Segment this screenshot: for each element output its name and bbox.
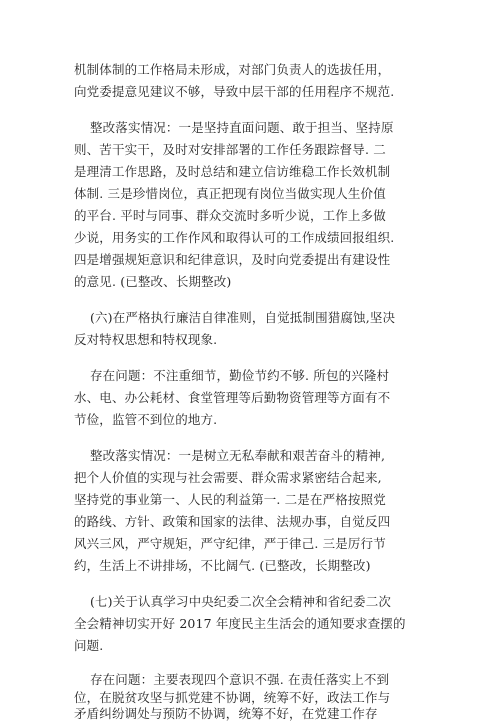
paragraph-7-line-1: 存在问题：主要表现四个意识不强. 在责任落实上不到 xyxy=(90,672,390,687)
paragraph-6-line-3: 问题. xyxy=(74,638,104,653)
paragraph-6-line-2: 全会精神切实开好 2017 年度民主生活会的通知要求查摆的 xyxy=(74,616,406,631)
paragraph-5-line-3: 坚持党的事业第一、人民的利益第一. 二是在严格按照党 xyxy=(74,492,386,507)
paragraph-3-line-1: (六)在严格执行廉洁自律准则，自觉抵制围猎腐蚀,坚决 xyxy=(90,310,396,325)
paragraph-2-line-1: 整改落实情况：一是坚持直面问题、敢于担当、坚持原 xyxy=(90,120,394,135)
paragraph-2-line-3: 是理清工作思路，及时总结和建立信访维稳工作长效机制 xyxy=(74,164,391,179)
paragraph-2-line-7: 四是增强规矩意识和纪律意识，及时向党委提出有建设性 xyxy=(74,252,391,267)
paragraph-3-line-2: 反对特权思想和特权现象. xyxy=(74,332,218,347)
paragraph-2-line-2: 则、苦干实干，及时对安排部署的工作任务跟踪督导. 二 xyxy=(74,142,386,157)
paragraph-4-line-1: 存在问题：不注重细节，勤俭节约不够. 所包的兴隆村 xyxy=(90,368,390,383)
paragraph-5-line-2: 把个人价值的实现与社会需要、群众需求紧密结合起来, xyxy=(74,470,382,485)
paragraph-5-line-6: 约，生活上不讲排场，不比阔气. (已整改，长期整改) xyxy=(74,558,371,573)
paragraph-6-line-1: (七)关于认真学习中央纪委二次全会精神和省纪委二次 xyxy=(90,594,392,609)
paragraph-1-line-1: 机制体制的工作格局未形成，对部门负责人的选拔任用， xyxy=(74,62,391,77)
paragraph-5-line-1: 整改落实情况：一是树立无私奉献和艰苦奋斗的精神, xyxy=(90,448,386,463)
paragraph-5-line-5: 风兴三风，严守规矩，严守纪律，严于律己. 三是厉行节 xyxy=(74,536,386,551)
paragraph-4-line-2: 水、电、办公耗材、食堂管理等后勤物资管理等方面有不 xyxy=(74,390,391,405)
paragraph-1-line-2: 向党委提意见建议不够，导致中层干部的任用程序不规范. xyxy=(74,84,395,99)
paragraph-4-line-3: 节俭，监管不到位的地方. xyxy=(74,412,218,427)
paragraph-2-line-8: 的意见. (已整改、长期整改) xyxy=(74,274,232,289)
paragraph-2-line-4: 体制. 三是珍惜岗位，真正把现有岗位当做实现人生价值 xyxy=(74,186,386,201)
paragraph-7-line-3: 矛盾纠纷调处与预防不协调，统筹不好，在党建工作存 xyxy=(74,706,378,721)
paragraph-2-line-6: 少说，用务实的工作作风和取得认可的工作成绩回报组织. xyxy=(74,230,395,245)
paragraph-7-line-2: 位，在脱贫攻坚与抓党建不协调，统筹不好，政法工作与 xyxy=(74,690,391,705)
paragraph-5-line-4: 的路线、方针、政策和国家的法律、法规办事，自觉反四 xyxy=(74,514,391,529)
paragraph-2-line-5: 的平台. 平时与同事、群众交流时多听少说，工作上多做 xyxy=(74,208,386,223)
